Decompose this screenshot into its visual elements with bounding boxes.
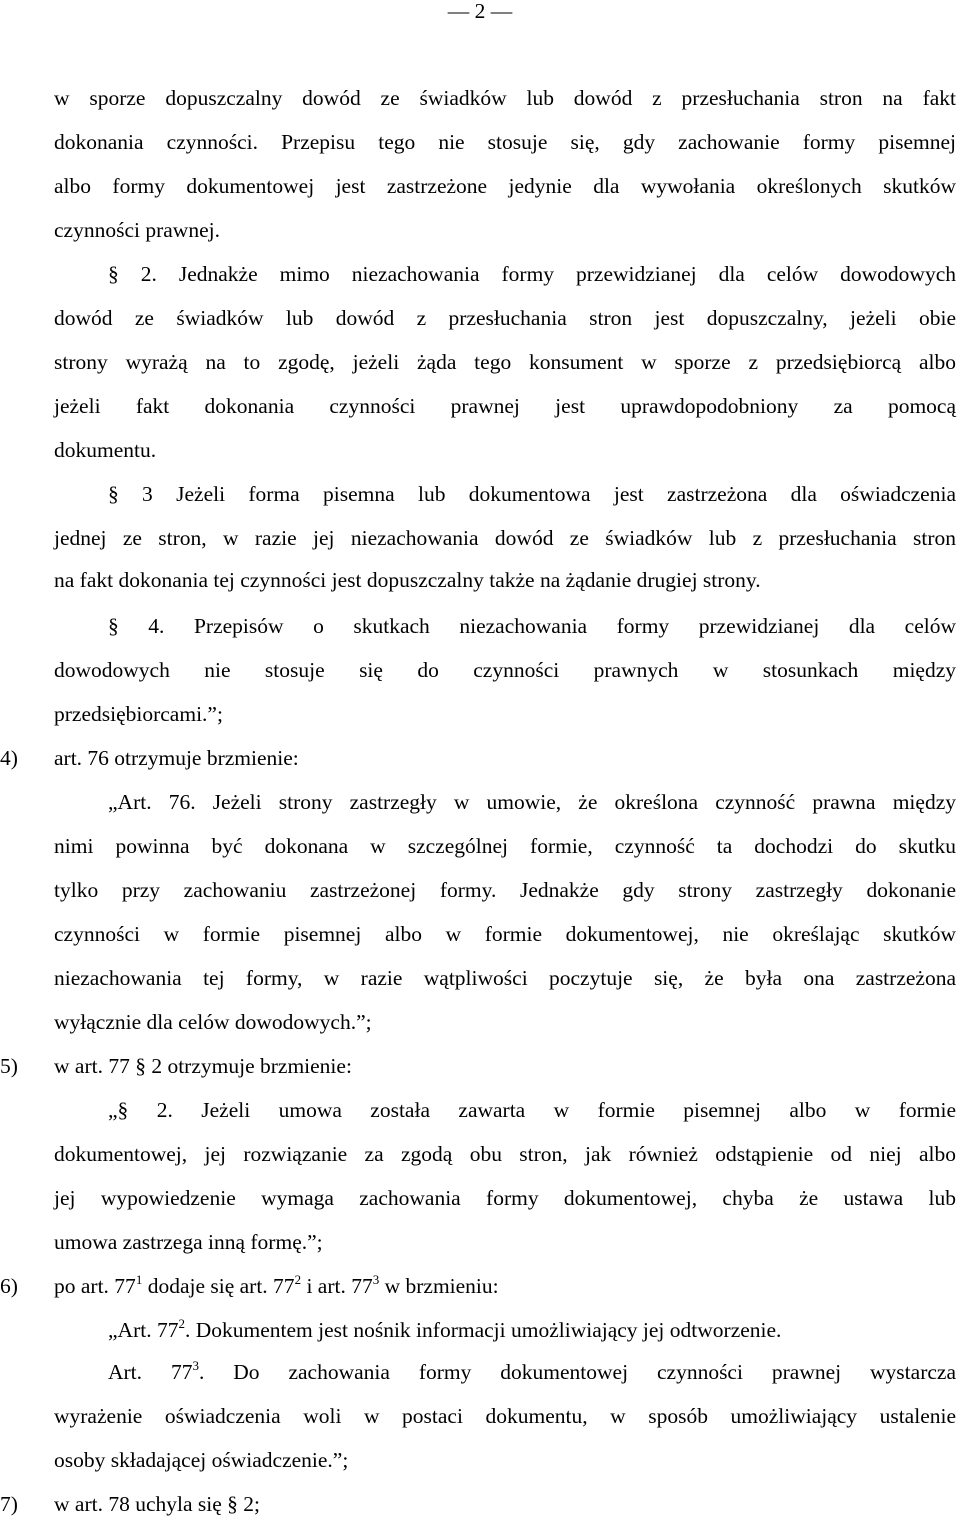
article-text: . Do zachowania formy dokumentowej czynności prawnej wystarcza: [198, 1360, 956, 1384]
paragraph-line: [108, 1316, 956, 1344]
paragraph-line: jej wypowiedzenie wymaga zachowania formy dokumentowej, chyba że ustawa lub: [54, 1186, 956, 1210]
paragraph-line: jeżeli fakt dokonania czynności prawnej jest uprawdopodobniony za pomocą: [54, 394, 956, 418]
paragraph-line: w art. 78 uchyla się § 2;: [54, 1492, 260, 1516]
paragraph-line: „Art. 76. Jeżeli strony zastrzegły w umowie, że określona czynność prawna między: [108, 790, 956, 814]
paragraph-line: § 3 Jeżeli forma pisemna lub dokumentowa jest zastrzeżona dla oświadczenia: [108, 482, 956, 506]
superscript: 2: [178, 1316, 185, 1331]
article-heading: Art. 77: [108, 1360, 193, 1384]
paragraph-line: umowa zastrzega inną formę.”;: [54, 1230, 323, 1254]
paragraph-line: [54, 1272, 956, 1300]
paragraph-line: strony wyrażą na to zgodę, jeżeli żąda tego konsument w sporze z przedsiębiorcą albo: [54, 350, 956, 374]
article-heading: „Art. 77: [108, 1318, 179, 1342]
paragraph-line: wyrażenie oświadczenia woli w postaci dokumentu, w sposób umożliwiający ustalenie: [54, 1404, 956, 1428]
superscript: 2: [294, 1272, 302, 1287]
paragraph-line: w art. 77 § 2 otrzymuje brzmienie:: [54, 1054, 352, 1078]
paragraph-line: [108, 1358, 956, 1386]
paragraph-line: „§ 2. Jeżeli umowa została zawarta w formie pisemnej albo w formie: [108, 1098, 956, 1122]
paragraph-line: albo formy dokumentowej jest zastrzeżone jedynie dla wywołania określonych skutków: [54, 174, 956, 198]
item-number: 5): [0, 1054, 18, 1078]
superscript: 3: [372, 1272, 380, 1287]
paragraph-line: § 2. Jednakże mimo niezachowania formy przewidzianej dla celów dowodowych: [108, 262, 956, 286]
paragraph-line: na fakt dokonania tej czynności jest dopuszczalny także na żądanie drugiej strony.: [54, 568, 761, 592]
item-text: po art. 77: [54, 1274, 136, 1298]
paragraph-line: w sporze dopuszczalny dowód ze świadków lub dowód z przesłuchania stron na fakt: [54, 86, 956, 110]
page-number: — 2 —: [447, 0, 513, 23]
paragraph-line: przedsiębiorcami.”;: [54, 702, 223, 726]
item-text: w brzmieniu:: [379, 1274, 499, 1298]
paragraph-line: czynności prawnej.: [54, 218, 220, 242]
paragraph-line: jednej ze stron, w razie jej niezachowania dowód ze świadków lub z przesłuchania stron: [54, 526, 956, 550]
paragraph-line: tylko przy zachowaniu zastrzeżonej formy. Jednakże gdy strony zastrzegły dokonanie: [54, 878, 956, 902]
paragraph-line: osoby składającej oświadczenie.”;: [54, 1448, 349, 1472]
superscript: 3: [192, 1358, 199, 1373]
item-number: 4): [0, 746, 18, 770]
item-number: 7): [0, 1492, 18, 1516]
paragraph-line: nimi powinna być dokonana w szczególnej formie, czynność ta dochodzi do skutku: [54, 834, 956, 858]
item-number: 6): [0, 1274, 18, 1298]
paragraph-line: dowodowych nie stosuje się do czynności prawnych w stosunkach między: [54, 658, 956, 682]
paragraph-line: niezachowania tej formy, w razie wątpliwości poczytuje się, że była ona zastrzeżona: [54, 966, 956, 990]
paragraph-line: § 4. Przepisów o skutkach niezachowania formy przewidzianej dla celów: [108, 614, 956, 638]
paragraph-line: dokumentowej, jej rozwiązanie za zgodą obu stron, jak również odstąpienie od niej albo: [54, 1142, 956, 1166]
paragraph-line: dokonania czynności. Przepisu tego nie stosuje się, gdy zachowanie formy pisemnej: [54, 130, 956, 154]
paragraph-line: dowód ze świadków lub dowód z przesłuchania stron jest dopuszczalny, jeżeli obie: [54, 306, 956, 330]
item-text: dodaje się art. 77: [142, 1274, 295, 1298]
paragraph-line: art. 76 otrzymuje brzmienie:: [54, 746, 299, 770]
item-text: i art. 77: [301, 1274, 373, 1298]
superscript: 1: [135, 1272, 143, 1287]
paragraph-line: wyłącznie dla celów dowodowych.”;: [54, 1010, 372, 1034]
article-text: . Dokumentem jest nośnik informacji umożliwiający jej odtworzenie.: [184, 1318, 782, 1342]
paragraph-line: dokumentu.: [54, 438, 157, 462]
paragraph-line: czynności w formie pisemnej albo w formie dokumentowej, nie określając skutków: [54, 922, 956, 946]
